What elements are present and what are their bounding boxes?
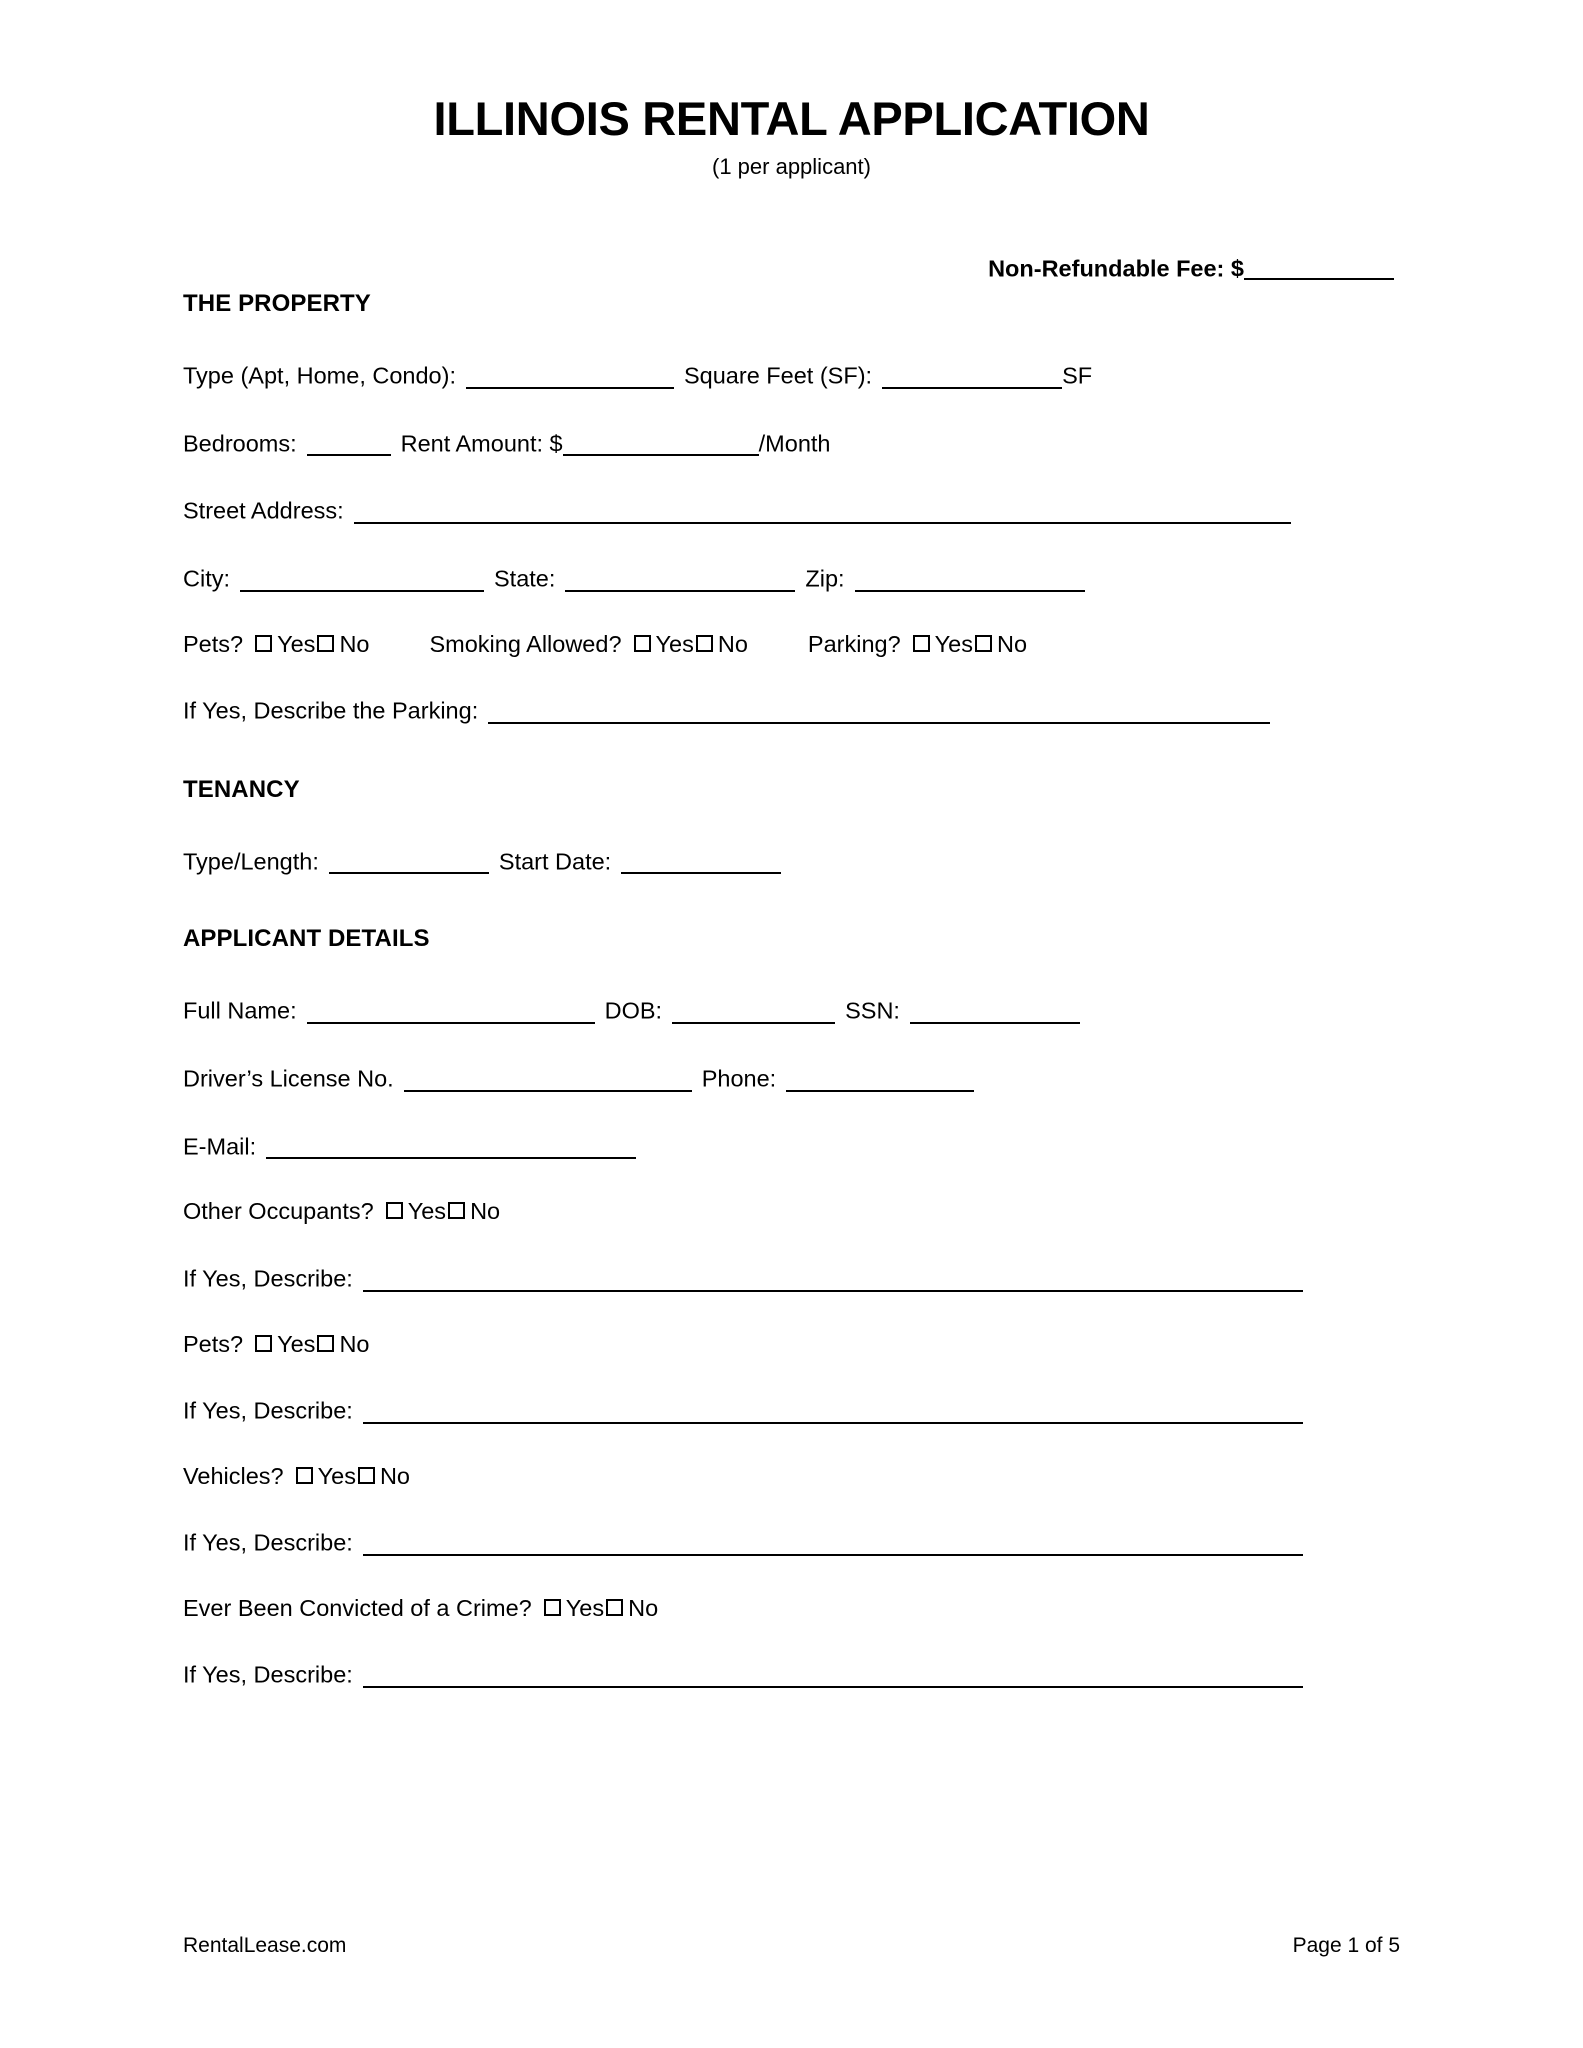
other-occupants-yes-label: Yes bbox=[407, 1198, 447, 1225]
full-name-input[interactable] bbox=[307, 997, 595, 1024]
parking-describe-input[interactable] bbox=[488, 697, 1270, 724]
vehicles-yes-checkbox[interactable] bbox=[296, 1467, 313, 1484]
other-occupants-no-checkbox[interactable] bbox=[448, 1202, 465, 1219]
email-label: E-Mail: bbox=[183, 1133, 257, 1160]
city-input[interactable] bbox=[240, 565, 484, 592]
criminal-conviction-yes-checkbox[interactable] bbox=[544, 1599, 561, 1616]
zip-label: Zip: bbox=[805, 565, 845, 592]
other-occupants-row bbox=[183, 1200, 1400, 1224]
street-address-input[interactable] bbox=[354, 497, 1291, 524]
rent-amount-input[interactable] bbox=[563, 430, 759, 457]
applicant-pets-yes-checkbox[interactable] bbox=[255, 1335, 272, 1352]
applicant-pets-label: Pets? bbox=[183, 1330, 244, 1357]
city-label: City: bbox=[183, 565, 230, 592]
criminal-conviction-yes-label: Yes bbox=[565, 1594, 605, 1621]
page-subtitle: (1 per applicant) bbox=[712, 154, 871, 180]
email-row bbox=[183, 1133, 1400, 1160]
criminal-conviction-describe-label: If Yes, Describe: bbox=[183, 1662, 353, 1689]
other-occupants-describe-label: If Yes, Describe: bbox=[183, 1265, 353, 1292]
vehicles-row bbox=[183, 1462, 1400, 1489]
non-refundable-fee-row bbox=[183, 254, 1400, 283]
vehicles-describe-input[interactable] bbox=[363, 1529, 1303, 1556]
tenancy-start-date-label: Start Date: bbox=[498, 848, 612, 875]
ssn-label: SSN: bbox=[845, 998, 900, 1025]
street-address-label: Street Address: bbox=[183, 497, 344, 524]
square-feet-input[interactable] bbox=[882, 362, 1062, 389]
ssn-input[interactable] bbox=[910, 997, 1080, 1024]
vehicles-no-checkbox[interactable] bbox=[358, 1467, 375, 1484]
property-pets-no-label: No bbox=[339, 630, 370, 657]
parking-label: Parking? bbox=[807, 630, 901, 657]
zip-input[interactable] bbox=[855, 565, 1085, 592]
state-label: State: bbox=[494, 565, 556, 592]
phone-label: Phone: bbox=[701, 1065, 777, 1092]
property-type-label: Type (Apt, Home, Condo): bbox=[183, 362, 456, 389]
tenancy-row bbox=[183, 848, 1400, 875]
phone-input[interactable] bbox=[786, 1065, 974, 1092]
bedrooms-label: Bedrooms: bbox=[183, 430, 297, 457]
other-occupants-label: Other Occupants? bbox=[183, 1198, 374, 1225]
drivers-license-label: Driver’s License No. bbox=[183, 1065, 394, 1092]
city-state-zip-row bbox=[183, 565, 1400, 592]
property-pets-no-checkbox[interactable] bbox=[317, 635, 334, 652]
property-pets-yes-checkbox[interactable] bbox=[255, 635, 272, 652]
dob-input[interactable] bbox=[672, 997, 835, 1024]
applicant-pets-yes-label: Yes bbox=[277, 1330, 316, 1357]
vehicles-yes-label: Yes bbox=[317, 1462, 356, 1489]
parking-yes-checkbox[interactable] bbox=[913, 635, 930, 652]
bedrooms-input[interactable] bbox=[307, 430, 391, 457]
page-title: ILLINOIS RENTAL APPLICATION bbox=[433, 92, 1150, 145]
property-type-input[interactable] bbox=[466, 362, 674, 389]
criminal-conviction-describe-row bbox=[183, 1661, 1400, 1688]
property-type-row bbox=[183, 362, 1400, 389]
bedrooms-rent-row bbox=[183, 430, 1400, 457]
tenancy-start-date-input[interactable] bbox=[621, 848, 781, 875]
smoking-no-checkbox[interactable] bbox=[696, 635, 713, 652]
property-pets-label: Pets? bbox=[183, 630, 244, 657]
vehicles-describe-label: If Yes, Describe: bbox=[183, 1529, 353, 1556]
applicant-pets-row bbox=[183, 1330, 1400, 1357]
section-heading-property: THE PROPERTY bbox=[183, 289, 371, 317]
parking-describe-row bbox=[183, 697, 1400, 724]
dob-label: DOB: bbox=[604, 998, 663, 1025]
footer-page-number: Page 1 of 5 bbox=[1292, 1934, 1400, 1957]
document-body bbox=[183, 0, 1400, 1688]
section-heading-applicant-details: APPLICANT DETAILS bbox=[183, 925, 430, 953]
page-footer bbox=[183, 1934, 1400, 1958]
applicant-pets-no-checkbox[interactable] bbox=[317, 1335, 334, 1352]
criminal-conviction-describe-input[interactable] bbox=[363, 1661, 1303, 1688]
smoking-yes-checkbox[interactable] bbox=[634, 635, 651, 652]
applicant-pets-describe-input[interactable] bbox=[363, 1397, 1303, 1424]
tenancy-type-length-input[interactable] bbox=[329, 848, 489, 875]
parking-no-checkbox[interactable] bbox=[975, 635, 992, 652]
other-occupants-describe-row bbox=[183, 1265, 1400, 1292]
vehicles-describe-row bbox=[183, 1529, 1400, 1556]
other-occupants-yes-checkbox[interactable] bbox=[386, 1202, 403, 1219]
tenancy-type-length-label: Type/Length: bbox=[183, 848, 319, 875]
square-feet-label: Square Feet (SF): bbox=[683, 362, 873, 389]
drivers-license-phone-row bbox=[183, 1065, 1400, 1092]
other-occupants-no-label: No bbox=[470, 1198, 501, 1225]
square-feet-suffix: SF bbox=[1062, 362, 1093, 389]
smoking-yes-label: Yes bbox=[655, 630, 694, 657]
state-input[interactable] bbox=[565, 565, 795, 592]
vehicles-label: Vehicles? bbox=[183, 1462, 284, 1489]
footer-site-name: RentalLease.com bbox=[183, 1934, 347, 1957]
parking-describe-label: If Yes, Describe the Parking: bbox=[183, 697, 479, 724]
non-refundable-fee-input[interactable] bbox=[1244, 254, 1394, 280]
full-name-row bbox=[183, 997, 1400, 1024]
parking-yes-label: Yes bbox=[934, 630, 973, 657]
applicant-pets-describe-label: If Yes, Describe: bbox=[183, 1397, 353, 1424]
street-address-row bbox=[183, 497, 1400, 524]
rent-amount-label: Rent Amount: $ bbox=[400, 430, 563, 457]
email-input[interactable] bbox=[266, 1133, 636, 1160]
full-name-label: Full Name: bbox=[183, 998, 297, 1025]
criminal-conviction-no-checkbox[interactable] bbox=[606, 1599, 623, 1616]
property-options-row bbox=[183, 630, 1400, 657]
vehicles-no-label: No bbox=[379, 1462, 410, 1489]
criminal-conviction-row bbox=[183, 1594, 1400, 1621]
drivers-license-input[interactable] bbox=[404, 1065, 692, 1092]
section-heading-tenancy: TENANCY bbox=[183, 775, 300, 803]
smoking-allowed-label: Smoking Allowed? bbox=[429, 630, 622, 657]
applicant-pets-no-label: No bbox=[339, 1330, 370, 1357]
applicant-pets-describe-row bbox=[183, 1397, 1400, 1424]
criminal-conviction-label: Ever Been Convicted of a Crime? bbox=[183, 1594, 532, 1621]
property-pets-yes-label: Yes bbox=[277, 630, 316, 657]
criminal-conviction-no-label: No bbox=[628, 1594, 659, 1621]
smoking-no-label: No bbox=[717, 630, 748, 657]
other-occupants-describe-input[interactable] bbox=[363, 1265, 1303, 1292]
parking-no-label: No bbox=[997, 630, 1028, 657]
rent-amount-suffix: /Month bbox=[758, 430, 831, 457]
non-refundable-fee-label: Non-Refundable Fee: $ bbox=[988, 255, 1244, 282]
